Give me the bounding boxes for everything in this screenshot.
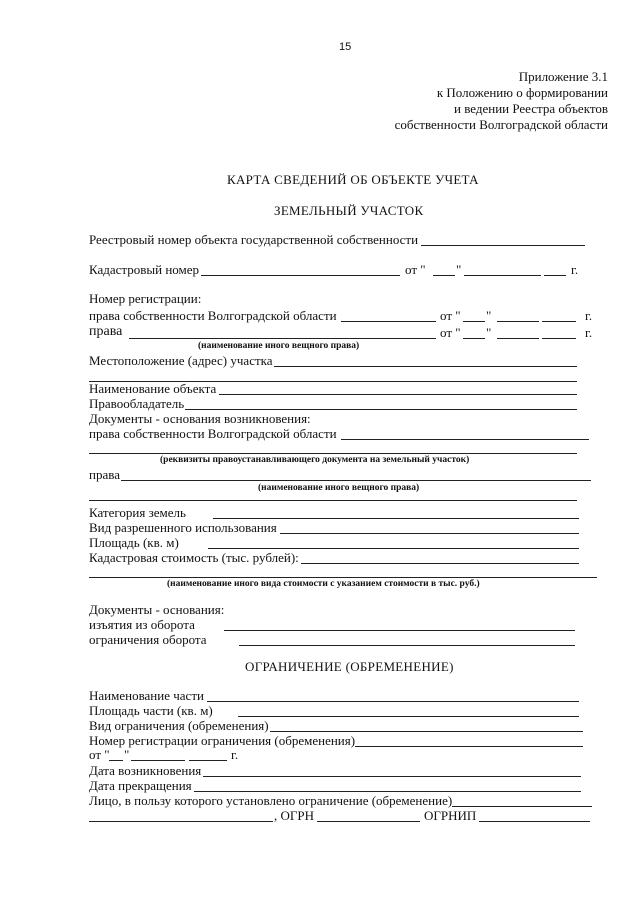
restriction-reg-line: [355, 746, 583, 747]
other-right-line: [129, 338, 436, 339]
restriction-date-from: от ": [89, 747, 110, 762]
docs-ownership-line-2: [89, 453, 577, 454]
ownership-date-quote: ": [486, 308, 492, 323]
end-date-line: [194, 791, 581, 792]
ogrnip-line: [479, 821, 590, 822]
beneficiary-label: Лицо, в пользу которого установлено ограничение (обременение): [89, 793, 453, 808]
right-holder-line: [185, 409, 577, 410]
restriction-reg-label: Номер регистрации ограничения (обременения): [89, 733, 356, 748]
ownership-month-line: [497, 321, 539, 322]
docs-right-line-2: [89, 500, 577, 501]
restriction-turnover-label: ограничения оборота: [89, 632, 207, 647]
end-date-label: Дата прекращения: [89, 778, 192, 793]
land-category-line: [213, 518, 579, 519]
docs-origin-label: Документы - основания возникновения:: [89, 411, 311, 426]
other-right-year-line: [542, 338, 576, 339]
docs-right-line: [121, 480, 591, 481]
beneficiary-name-line: [89, 821, 273, 822]
other-right-label: права: [89, 324, 123, 339]
restriction-year-line: [189, 760, 227, 761]
restriction-year-suffix: г.: [231, 747, 239, 762]
docs-ownership-label: права собственности Волгоградской области: [89, 426, 337, 441]
permitted-use-label: Вид разрешенного использования: [89, 520, 277, 535]
restriction-turnover-line: [239, 645, 575, 646]
other-right-month-line: [497, 338, 539, 339]
part-name-line: [207, 701, 579, 702]
appendix-line-2: к Положению о формировании: [436, 85, 608, 100]
ogrn-label: , ОГРН: [274, 808, 315, 823]
ownership-year-line: [542, 321, 576, 322]
registry-number-label: Реестровый номер объекта государственной собственности: [89, 232, 419, 247]
cadastral-day-line: [433, 275, 455, 276]
restriction-date-quote: ": [124, 747, 130, 762]
restriction-day-line: [109, 760, 123, 761]
part-name-label: Наименование части: [89, 688, 204, 703]
section-restriction-title: ОГРАНИЧЕНИЕ (ОБРЕМЕНЕНИЕ): [245, 659, 454, 674]
ogrnip-label: ОГРНИП: [424, 808, 477, 823]
cadastral-year-line: [544, 275, 566, 276]
cadastral-date-from: от ": [405, 262, 426, 277]
cadastral-month-line: [464, 275, 541, 276]
document-title: КАРТА СВЕДЕНИЙ ОБ ОБЪЕКТЕ УЧЕТА: [227, 172, 479, 187]
withdrawal-line: [224, 630, 575, 631]
cadastral-date-quote: ": [456, 262, 462, 277]
cadastral-value-label: Кадастровая стоимость (тыс. рублей):: [89, 550, 299, 565]
appendix-line-1: Приложение 3.1: [518, 69, 608, 84]
cadastral-value-line: [301, 563, 579, 564]
registry-number-line: [421, 245, 585, 246]
other-right-hint: (наименование иного вещного права): [198, 341, 360, 351]
registration-number-label: Номер регистрации:: [89, 291, 202, 306]
cadastral-number-label: Кадастровый номер: [89, 262, 200, 277]
docs-right-hint: (наименование иного вещного права): [258, 483, 420, 493]
ownership-day-line: [463, 321, 485, 322]
other-right-year-suffix: г.: [585, 325, 593, 340]
appendix-line-4: собственности Волгоградской области: [394, 117, 608, 132]
beneficiary-line: [452, 806, 592, 807]
restriction-type-label: Вид ограничения (обременения): [89, 718, 269, 733]
part-area-line: [238, 716, 579, 717]
right-holder-label: Правообладатель: [89, 396, 185, 411]
appendix-line-3: и ведении Реестра объектов: [453, 101, 608, 116]
other-right-date-from: от ": [440, 325, 461, 340]
other-value-hint: (наименование иного вида стоимости с указанием стоимости в тыс. руб.): [167, 579, 480, 589]
ownership-date-from: от ": [440, 308, 461, 323]
document-subtitle: ЗЕМЕЛЬНЫЙ УЧАСТОК: [274, 203, 424, 218]
withdrawal-label: изъятия из оборота: [89, 617, 195, 632]
docs-ownership-line: [341, 439, 589, 440]
cadastral-value-line-2: [89, 577, 597, 578]
docs-right-label: права: [89, 467, 120, 482]
location-line-1: [274, 366, 577, 367]
part-area-label: Площадь части (кв. м): [89, 703, 213, 718]
other-right-day-line: [463, 338, 485, 339]
page-number: 15: [339, 41, 352, 53]
area-line: [208, 548, 579, 549]
ownership-right-label: права собственности Волгоградской области: [89, 308, 337, 323]
location-label: Местоположение (адрес) участка: [89, 353, 273, 368]
permitted-use-line: [280, 533, 579, 534]
start-date-line: [203, 776, 581, 777]
cadastral-year-suffix: г.: [571, 262, 579, 277]
restriction-month-line: [131, 760, 185, 761]
ownership-year-suffix: г.: [585, 308, 593, 323]
docs-basis-label: Документы - основания:: [89, 602, 225, 617]
object-name-line: [219, 394, 577, 395]
start-date-label: Дата возникновения: [89, 763, 202, 778]
area-label: Площадь (кв. м): [89, 535, 179, 550]
docs-hint: (реквизиты правоустанавливающего документа на земельный участок): [160, 455, 470, 465]
ogrn-line: [317, 821, 420, 822]
land-category-label: Категория земель: [89, 505, 186, 520]
cadastral-number-line: [201, 275, 400, 276]
restriction-type-line: [270, 731, 583, 732]
object-name-label: Наименование объекта: [89, 381, 217, 396]
other-right-date-quote: ": [486, 325, 492, 340]
ownership-right-line: [341, 321, 436, 322]
